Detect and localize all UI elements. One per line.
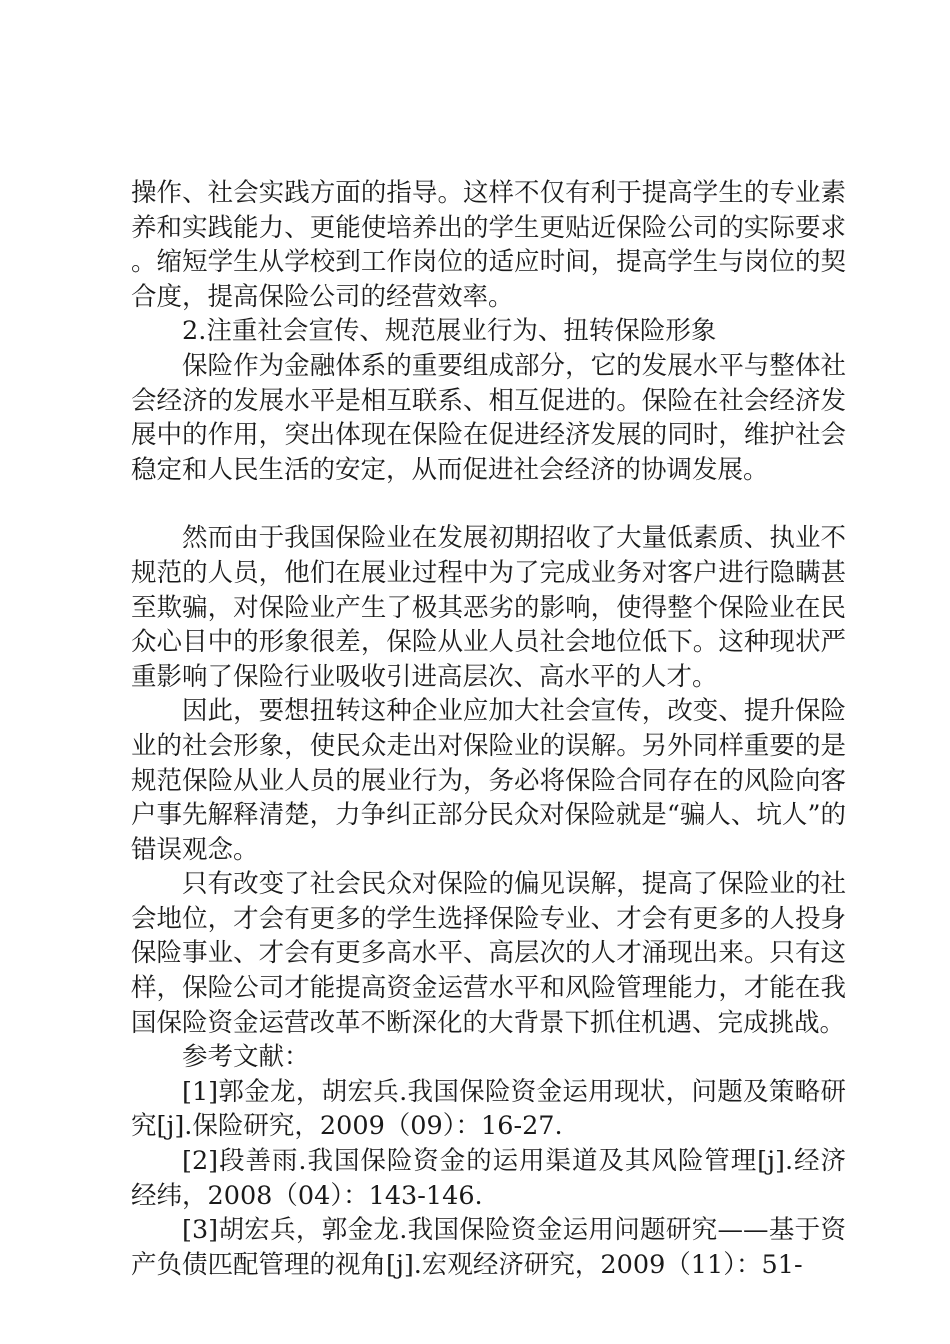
section-heading: 2.注重社会宣传、规范展业行为、扭转保险形象 bbox=[182, 316, 717, 347]
paragraph-conclusion: 只有改变了社会民众对保险的偏见误解，提高了保险业的社会地位，才会有更多的学生选择保险专业、才会有更多的人投身保险事业、才会有更多高水平、高层次的人才涌现出来。只有这样，保险公司才能提高资金运营水平和风险管理能力，才能在我国保险资金运营改革不断深化的大背景下抓住机遇、完成挑战。 bbox=[131, 869, 846, 1038]
reference-item: [3]胡宏兵，郭金龙.我国保险资金运用问题研究——基于资产负债匹配管理的视角[j].宏观经济研究，2009（11）：51- bbox=[131, 1215, 846, 1280]
paragraph-spacer bbox=[131, 487, 846, 521]
paragraph-publicity: 因此，要想扭转这种企业应加大社会宣传，改变、提升保险业的社会形象，使民众走出对保险业的误解。另外同样重要的是规范保险从业人员的展业行为，务必将保险合同存在的风险向客户事先解释清楚，力争纠正部分民众对保险就是“骗人、坑人”的错误观念。 bbox=[131, 696, 846, 865]
document-body bbox=[131, 176, 846, 1282]
paragraph-industry-image: 然而由于我国保险业在发展初期招收了大量低素质、执业不规范的人员，他们在展业过程中为了完成业务对客户进行隐瞒甚至欺骗，对保险业产生了极其恶劣的影响，使得整个保险业在民众心目中的形象很差，保险从业人员社会地位低下。这种现状严重影响了保险行业吸收引进高层次、高水平的人才。 bbox=[131, 523, 846, 692]
paragraph-continuation: 操作、社会实践方面的指导。这样不仅有利于提高学生的专业素养和实践能力、更能使培养出的学生更贴近保险公司的实际要求。缩短学生从学校到工作岗位的适应时间，提高学生与岗位的契合度，提高保险公司的经营效率。 bbox=[131, 178, 846, 312]
reference-item: [2]段善雨.我国保险资金的运用渠道及其风险管理[j].经济经纬，2008（04）：143-146. bbox=[131, 1146, 846, 1211]
reference-item: [1]郭金龙，胡宏兵.我国保险资金运用现状，问题及策略研究[j].保险研究，2009（09）：16-27. bbox=[131, 1076, 846, 1142]
paragraph-insurance-role: 保险作为金融体系的重要组成部分，它的发展水平与整体社会经济的发展水平是相互联系、相互促进的。保险在社会经济发展中的作用，突出体现在保险在促进经济发展的同时，维护社会稳定和人民生活的安定，从而促进社会经济的协调发展。 bbox=[131, 350, 846, 485]
references-heading: 参考文献： bbox=[182, 1042, 310, 1073]
